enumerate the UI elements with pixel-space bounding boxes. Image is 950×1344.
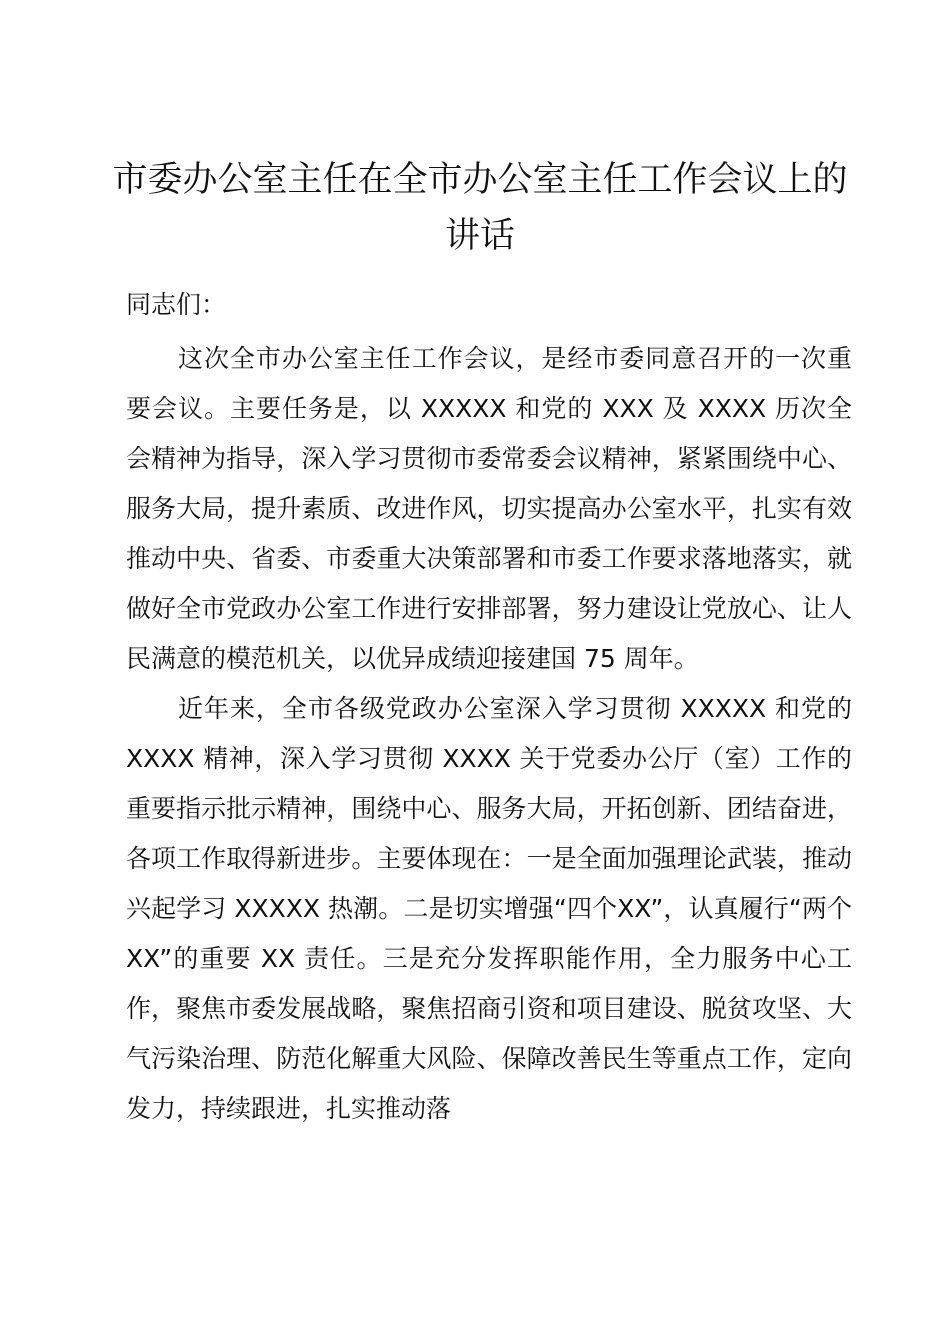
- paragraph-1: 这次全市办公室主任工作会议，是经市委同意召开的一次重要会议。主要任务是，以 XXXXX 和党的 XXX 及 XXXX 历次全会精神为指导，深入学习贯彻市委常委会议精神，紧紧围绕中心、服务大局，提升素质、改进作风，切实提高办公室水平，扎实有效推动中央、省委、市委重大决策部署和市委工作要求落地落实，就做好全市党政办公室工作进行安排部署，努力建设让党放心、让人民满意的模范机关，以优异成绩迎接建国 75 周年。: [126, 344, 852, 673]
- document-title: 市委办公室主任在全市办公室主任工作会议上的讲话: [112, 160, 848, 256]
- document-body: [126, 284, 852, 1134]
- paragraph-2: 近年来，全市各级党政办公室深入学习贯彻 XXXXX 和党的 XXXX 精神，深入学习贯彻 XXXX 关于党委办公厅（室）工作的重要指示批示精神，围绕中心、服务大局，开拓创新、团结奋进，各项工作取得新进步。主要体现在：一是全面加强理论武装，推动兴起学习 XXXXX 热潮。二是切实增强“四个XX”，认真履行“两个 XX”的重要 XX 责任。三是充分发挥职能作用，全力服务中心工作，聚焦市委发展战略，聚焦招商引资和项目建设、脱贫攻坚、大气污染治理、防范化解重大风险、保障改善民生等重点工作，定向发力，持续跟进，扎实推动落: [126, 694, 852, 1123]
- salutation: 同志们：: [126, 290, 227, 319]
